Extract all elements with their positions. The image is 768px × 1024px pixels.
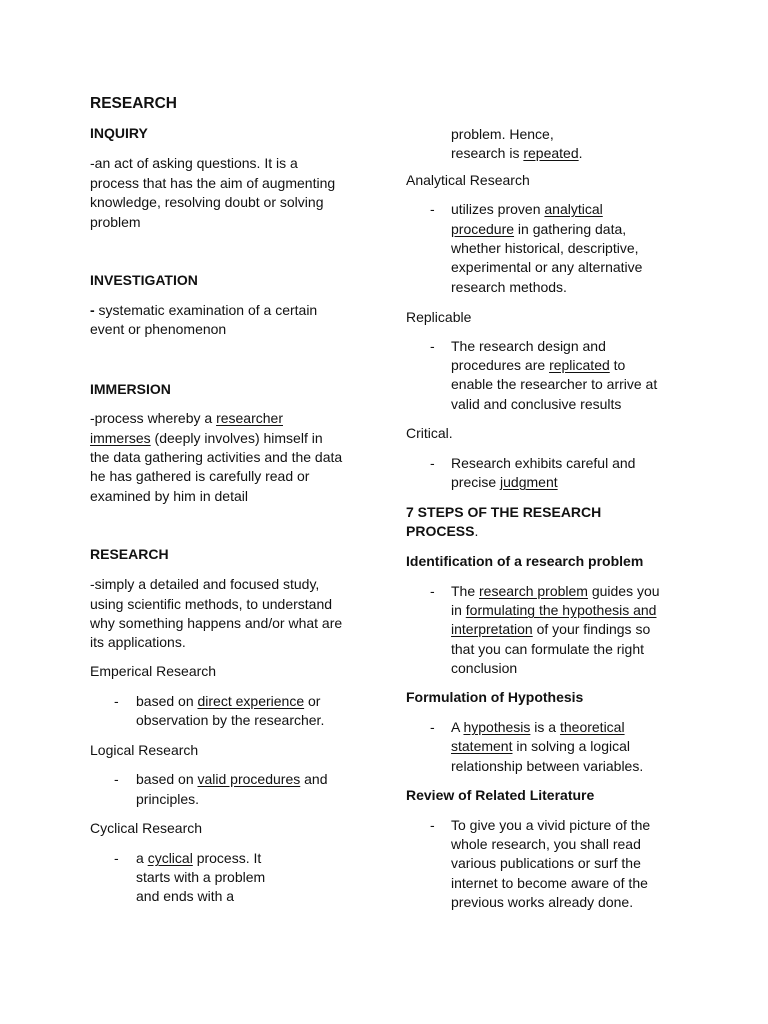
step3-line: internet to become aware of the [451,875,648,891]
step3-line: To give you a vivid picture of the [451,817,651,833]
step3-line: previous works already done. [451,894,634,910]
bullet-dash: - [430,338,435,354]
immersion-line: he has gathered is carefully read or [90,468,310,484]
bullet-dash: - [430,719,435,735]
immersion-line: -process whereby a researcher [90,410,283,426]
research-line: why something happens and/or what are [90,615,343,631]
inquiry-line: knowledge, resolving doubt or solving [90,194,324,210]
critical-line: Research exhibits careful and [451,455,636,471]
inquiry-line: problem [90,214,141,230]
logical-line: principles. [136,791,200,807]
step1-heading: Identification of a research problem [406,553,644,569]
cyclical-cont-line: problem. Hence, [451,126,554,142]
replicable-line: procedures are replicated to [451,357,626,373]
step3-line: various publications or surf the [451,855,641,871]
research-line: using scientific methods, to understand [90,596,333,612]
step1-line: in formulating the hypothesis and [451,602,657,618]
immersion-line: immerses (deeply involves) himself in [90,430,323,446]
research-line: its applications. [90,634,186,650]
analytical-line: experimental or any alternative [451,259,643,275]
bullet-dash: - [114,771,119,787]
step2-line: statement in solving a logical [451,738,630,754]
step1-line: interpretation of your findings so [451,621,651,637]
replicable-line: The research design and [451,338,606,354]
cyclical-cont-line: research is repeated. [451,145,583,161]
steps-heading: PROCESS. [406,523,479,539]
critical-line: precise judgment [451,474,558,490]
replicable-line: enable the researcher to arrive at [451,376,658,392]
logical-label: Logical Research [90,742,199,758]
investigation-line: - systematic examination of a certain [90,302,318,318]
inquiry-heading: INQUIRY [90,125,148,141]
analytical-line: whether historical, descriptive, [451,240,639,256]
step2-line: A hypothesis is a theoretical [451,719,625,735]
steps-heading: 7 STEPS OF THE RESEARCH [406,504,602,520]
inquiry-line: process that has the aim of augmenting [90,175,336,191]
step1-line: The research problem guides you [451,583,660,599]
immersion-heading: IMMERSION [90,381,171,397]
step3-line: whole research, you shall read [451,836,641,852]
step1-line: that you can formulate the right [451,641,644,657]
bullet-dash: - [114,693,119,709]
replicable-label: Replicable [406,309,472,325]
analytical-label: Analytical Research [406,172,530,188]
analytical-line: procedure in gathering data, [451,221,627,237]
replicable-line: valid and conclusive results [451,396,622,412]
cyclical-line: starts with a problem [136,869,266,885]
bullet-dash: - [430,817,435,833]
emperical-label: Emperical Research [90,663,217,679]
inquiry-line: -an act of asking questions. It is a [90,155,298,171]
emperical-line: observation by the researcher. [136,712,325,728]
immersion-line: examined by him in detail [90,488,248,504]
cyclical-line: a cyclical process. It [136,850,262,866]
step3-heading: Review of Related Literature [406,787,595,803]
page-title: RESEARCH [90,95,177,112]
bullet-dash: - [430,583,435,599]
step2-heading: Formulation of Hypothesis [406,689,584,705]
investigation-heading: INVESTIGATION [90,272,198,288]
step1-line: conclusion [451,660,518,676]
research-line: -simply a detailed and focused study, [90,576,320,592]
cyclical-label: Cyclical Research [90,820,203,836]
investigation-line: event or phenomenon [90,321,227,337]
bullet-dash: - [114,850,119,866]
immersion-line: the data gathering activities and the data [90,449,343,465]
bullet-dash: - [430,201,435,217]
cyclical-line: and ends with a [136,888,235,904]
analytical-line: research methods. [451,279,567,295]
step2-line: relationship between variables. [451,758,644,774]
critical-label: Critical. [406,425,453,441]
research-heading: RESEARCH [90,546,169,562]
bullet-dash: - [430,455,435,471]
analytical-line: utilizes proven analytical [451,201,603,217]
logical-line: based on valid procedures and [136,771,328,787]
emperical-line: based on direct experience or [136,693,321,709]
